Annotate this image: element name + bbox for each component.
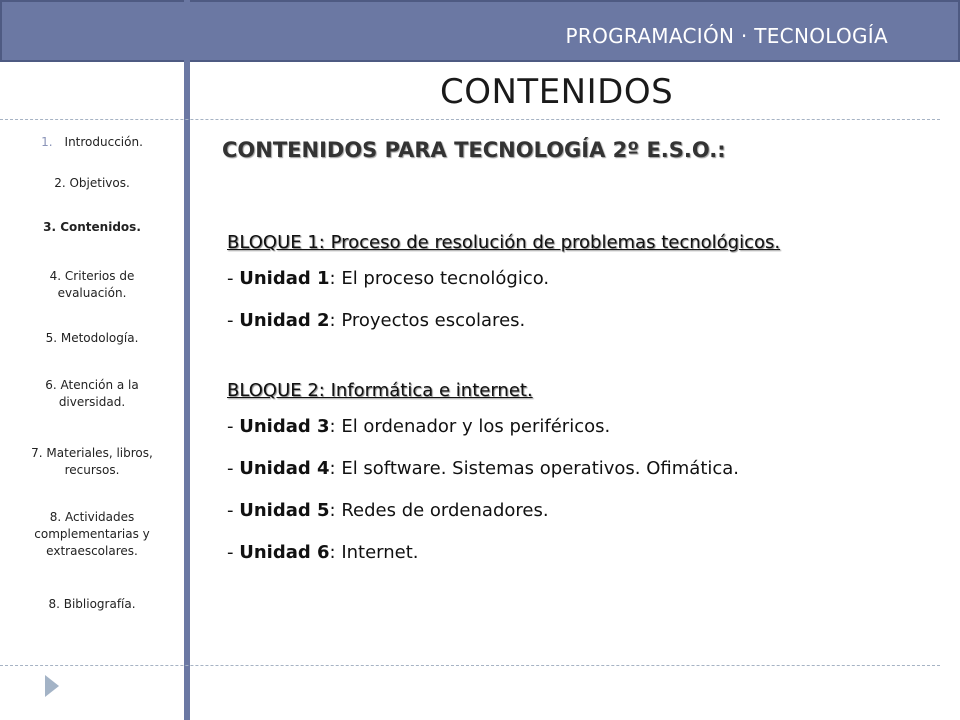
unit-description: : El software. Sistemas operativos. Ofimática.	[329, 458, 740, 479]
sidebar-item-objetivos[interactable]	[0, 175, 184, 192]
sidebar-item-number: 1.	[41, 135, 53, 149]
header-title: PROGRAMACIÓN · TECNOLOGÍA	[565, 24, 888, 48]
sidebar-item-atencion[interactable]	[34, 377, 150, 411]
triangle-right-icon[interactable]	[45, 675, 59, 697]
unit-line	[227, 448, 927, 490]
block-heading: BLOQUE 1: Proceso de resolución de problemas tecnológicos.	[227, 232, 781, 253]
sidebar-item-label: 5. Metodología.	[45, 331, 139, 345]
page-title: CONTENIDOS	[440, 72, 674, 112]
sidebar-item-label: 8. Bibliografía.	[48, 597, 136, 611]
unit-name: Unidad 4	[239, 458, 330, 479]
unit-description: : Proyectos escolares.	[329, 310, 526, 331]
page-subtitle: CONTENIDOS PARA TECNOLOGÍA 2º E.S.O.:	[222, 138, 726, 162]
sidebar-divider	[184, 0, 190, 720]
unit-line	[227, 300, 927, 342]
unit-name: Unidad 2	[239, 310, 330, 331]
unit-description: : Internet.	[329, 542, 419, 563]
unit-line	[227, 406, 927, 448]
sidebar-item-label: 3. Contenidos.	[43, 220, 141, 234]
unit-line	[227, 258, 927, 300]
unit-dash: -	[227, 542, 240, 563]
sidebar-item-criterios[interactable]	[27, 268, 157, 302]
sidebar-item-label: 2. Objetivos.	[54, 176, 130, 190]
bottom-dashed-line	[0, 665, 940, 666]
block-spacer	[227, 342, 927, 376]
unit-name: Unidad 6	[239, 542, 330, 563]
unit-name: Unidad 3	[239, 416, 330, 437]
unit-name: Unidad 5	[239, 500, 330, 521]
unit-name: Unidad 1	[239, 268, 330, 289]
sidebar-item-introduccion[interactable]	[0, 134, 184, 151]
unit-dash: -	[227, 500, 240, 521]
unit-description: : El proceso tecnológico.	[329, 268, 550, 289]
top-dashed-line	[0, 119, 940, 120]
sidebar-item-bibliografia[interactable]	[0, 596, 184, 613]
sidebar-item-metodologia[interactable]	[0, 330, 184, 347]
block-heading: BLOQUE 2: Informática e internet.	[227, 380, 533, 401]
unit-dash: -	[227, 268, 240, 289]
contents-list	[227, 228, 927, 574]
unit-dash: -	[227, 310, 240, 331]
unit-dash: -	[227, 458, 240, 479]
sidebar-item-actividades[interactable]	[22, 509, 162, 560]
sidebar-item-label: 6. Atención a la diversidad.	[45, 378, 139, 409]
sidebar-item-label: 7. Materiales, libros, recursos.	[31, 446, 153, 477]
unit-dash: -	[227, 416, 240, 437]
sidebar-item-materiales[interactable]	[22, 445, 162, 479]
sidebar-item-contenidos[interactable]	[0, 219, 184, 236]
sidebar-item-label: Introducción.	[64, 135, 143, 149]
sidebar-item-label: 8. Actividades complementarias y extraescolares.	[34, 510, 150, 558]
sidebar-item-label: 4. Criterios de evaluación.	[49, 269, 135, 300]
unit-description: : El ordenador y los periféricos.	[329, 416, 611, 437]
unit-line	[227, 490, 927, 532]
unit-description: : Redes de ordenadores.	[329, 500, 549, 521]
header-bar	[0, 0, 960, 62]
unit-line	[227, 532, 927, 574]
